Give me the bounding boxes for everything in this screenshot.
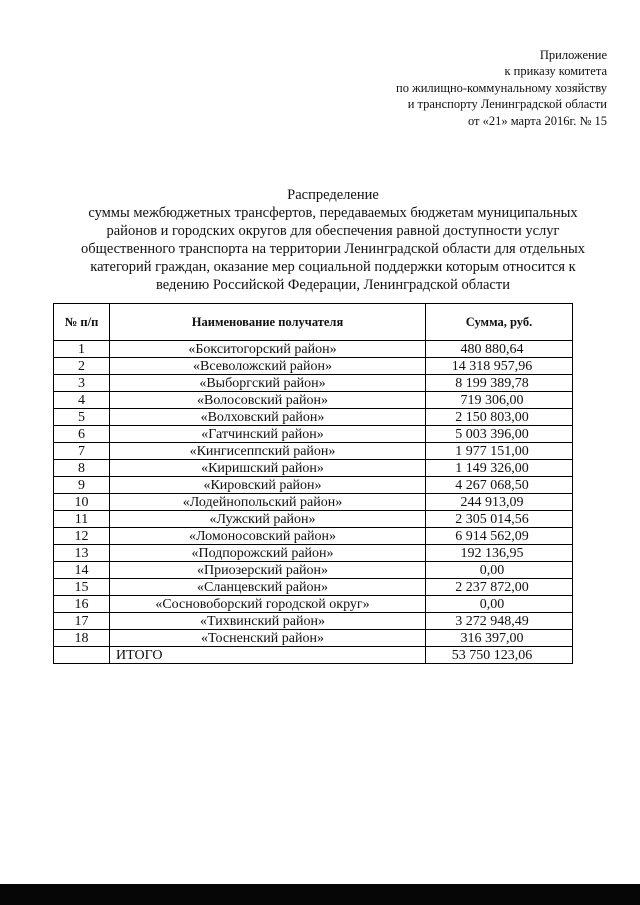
amount-cell: 1 977 151,00 xyxy=(426,443,573,460)
recipient-name-cell: «Выборгский район» xyxy=(110,375,426,392)
amount-cell: 2 237 872,00 xyxy=(426,579,573,596)
table-row xyxy=(54,358,573,375)
amount-cell: 8 199 389,78 xyxy=(426,375,573,392)
row-number-cell: 7 xyxy=(54,443,110,460)
recipient-name-cell: «Лужский район» xyxy=(110,511,426,528)
table-row xyxy=(54,341,573,358)
table-row xyxy=(54,630,573,647)
row-number-cell: 10 xyxy=(54,494,110,511)
amount-cell: 3 272 948,49 xyxy=(426,613,573,630)
title-line: районов и городских округов для обеспечения равной доступности услуг xyxy=(106,223,560,239)
table-row xyxy=(54,579,573,596)
appendix-line: к приказу комитета xyxy=(504,64,607,79)
recipient-name-cell: «Ломоносовский район» xyxy=(110,528,426,545)
recipient-name-cell: «Волосовский район» xyxy=(110,392,426,409)
appendix-date-line: от «21» марта 2016г. № 15 xyxy=(467,113,607,128)
column-header-number: № п/п xyxy=(54,304,110,341)
total-number-cell xyxy=(54,647,110,664)
row-number-cell: 8 xyxy=(54,460,110,477)
amount-cell: 2 305 014,56 xyxy=(426,511,573,528)
table-row xyxy=(54,596,573,613)
recipient-name-cell: «Приозерский район» xyxy=(110,562,426,579)
column-header-recipient: Наименование получателя xyxy=(110,304,426,341)
row-number-cell: 3 xyxy=(54,375,110,392)
amount-cell: 4 267 068,50 xyxy=(426,477,573,494)
row-number-cell: 11 xyxy=(54,511,110,528)
row-number-cell: 15 xyxy=(54,579,110,596)
amount-cell: 480 880,64 xyxy=(426,341,573,358)
amount-cell: 2 150 803,00 xyxy=(426,409,573,426)
recipient-name-cell: «Лодейнопольский район» xyxy=(110,494,426,511)
recipient-name-cell: «Волховский район» xyxy=(110,409,426,426)
table-row xyxy=(54,443,573,460)
appendix-line: Приложение xyxy=(539,48,607,62)
table-row xyxy=(54,460,573,477)
column-header-amount: Сумма, руб. xyxy=(426,304,573,341)
table-row xyxy=(54,545,573,562)
table-row xyxy=(54,562,573,579)
title-line: ведению Российской Федерации, Ленинградской области xyxy=(156,277,510,293)
recipient-name-cell: «Киришский район» xyxy=(110,460,426,477)
amount-cell: 1 149 326,00 xyxy=(426,460,573,477)
table-row xyxy=(54,409,573,426)
recipient-name-cell: «Тихвинский район» xyxy=(110,613,426,630)
table-row xyxy=(54,477,573,494)
row-number-cell: 5 xyxy=(54,409,110,426)
amount-cell: 719 306,00 xyxy=(426,392,573,409)
total-label: ИТОГО xyxy=(110,647,426,664)
table-row xyxy=(54,494,573,511)
title-line: суммы межбюджетных трансфертов, передаваемых бюджетам муниципальных xyxy=(88,205,578,221)
table-row xyxy=(54,511,573,528)
total-amount: 53 750 123,06 xyxy=(426,647,573,664)
amount-cell: 0,00 xyxy=(426,596,573,613)
table-row xyxy=(54,375,573,392)
scan-edge-band xyxy=(0,884,640,905)
row-number-cell: 16 xyxy=(54,596,110,613)
appendix-line: по жилищно-коммунальному хозяйству xyxy=(396,80,607,95)
amount-cell: 0,00 xyxy=(426,562,573,579)
recipient-name-cell: «Бокситогорский район» xyxy=(110,341,426,358)
recipient-name-cell: «Подпорожский район» xyxy=(110,545,426,562)
recipient-name-cell: «Сланцевский район» xyxy=(110,579,426,596)
table-row xyxy=(54,613,573,630)
row-number-cell: 18 xyxy=(54,630,110,647)
recipient-name-cell: «Кингисеппский район» xyxy=(110,443,426,460)
title-heading: Распределение xyxy=(287,187,379,203)
title-line: общественного транспорта на территории Ленинградской области для отдельных xyxy=(81,241,585,257)
appendix-line: и транспорту Ленинградской области xyxy=(407,97,607,112)
row-number-cell: 12 xyxy=(54,528,110,545)
amount-cell: 5 003 396,00 xyxy=(426,426,573,443)
appendix-header xyxy=(396,47,607,129)
row-number-cell: 13 xyxy=(54,545,110,562)
amount-cell: 244 913,09 xyxy=(426,494,573,511)
row-number-cell: 4 xyxy=(54,392,110,409)
recipient-name-cell: «Сосновоборский городской округ» xyxy=(110,596,426,613)
recipient-name-cell: «Тосненский район» xyxy=(110,630,426,647)
row-number-cell: 14 xyxy=(54,562,110,579)
table-header-row xyxy=(54,304,573,341)
document-title xyxy=(26,186,640,294)
table-row xyxy=(54,392,573,409)
amount-cell: 6 914 562,09 xyxy=(426,528,573,545)
amount-cell: 192 136,95 xyxy=(426,545,573,562)
row-number-cell: 17 xyxy=(54,613,110,630)
amount-cell: 316 397,00 xyxy=(426,630,573,647)
table-body xyxy=(54,341,573,647)
row-number-cell: 9 xyxy=(54,477,110,494)
title-line: категорий граждан, оказание мер социальной поддержки которым относится к xyxy=(90,259,576,275)
recipient-name-cell: «Кировский район» xyxy=(110,477,426,494)
total-row xyxy=(54,647,573,664)
recipient-name-cell: «Гатчинский район» xyxy=(110,426,426,443)
table-row xyxy=(54,426,573,443)
row-number-cell: 2 xyxy=(54,358,110,375)
amount-cell: 14 318 957,96 xyxy=(426,358,573,375)
distribution-table xyxy=(53,303,573,664)
row-number-cell: 1 xyxy=(54,341,110,358)
row-number-cell: 6 xyxy=(54,426,110,443)
recipient-name-cell: «Всеволожский район» xyxy=(110,358,426,375)
table-row xyxy=(54,528,573,545)
